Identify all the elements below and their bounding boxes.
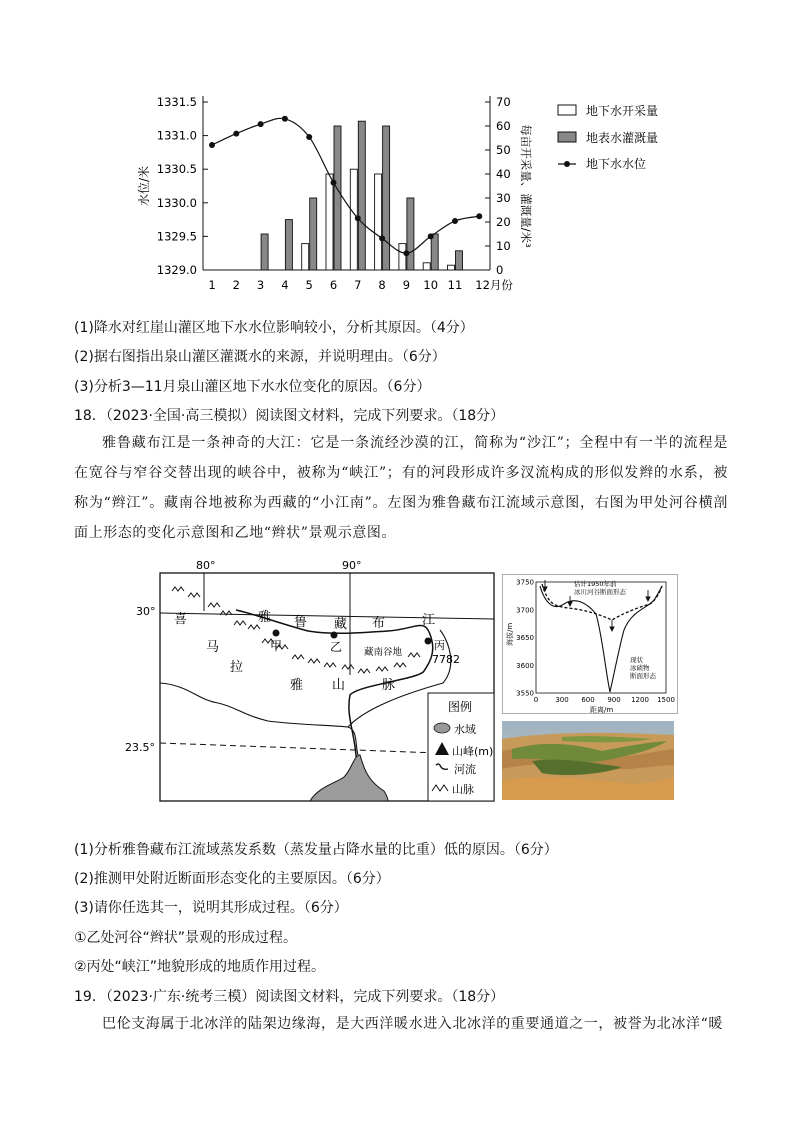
profile-y-tick-label: 3700	[516, 606, 534, 615]
lat-30-label: 30°	[136, 605, 156, 618]
x-tick-label: 6	[329, 278, 338, 292]
mountain-char-5: 山	[332, 678, 346, 693]
q18-question-1: (1)分析雅鲁藏布江流域蒸发系数（蒸发量占降水量的比重）低的原因。（6分）	[74, 842, 558, 858]
y-left-tick-label: 1329.0	[156, 263, 197, 277]
x-tick-label: 3	[256, 278, 265, 292]
bar-surface-irrigation	[285, 220, 292, 270]
note-1950-line1: 估计1950年前	[574, 580, 617, 588]
groundwater-level-point	[379, 235, 385, 241]
y-right-axis-label: 每亩开采量、灌溉量/米³	[519, 124, 533, 248]
legend-title: 图例	[448, 700, 473, 714]
question-top-2: (2)据右图指出泉山灌区灌溉水的来源，并说明理由。（6分）	[74, 349, 446, 365]
legend-river: 河流	[454, 763, 476, 776]
profile-x-tick-label: 600	[581, 696, 595, 704]
mountain-char-2: 马	[206, 640, 220, 655]
x-tick-label: 8	[378, 278, 386, 292]
groundwater-level-point	[233, 131, 239, 137]
point-bing	[425, 638, 432, 645]
note-now-line1: 现状	[630, 656, 643, 664]
profile-x-tick-label: 300	[555, 696, 569, 704]
profile-x-tick-label: 900	[607, 696, 621, 704]
chart-bars	[261, 121, 462, 270]
bar-groundwater-extraction	[326, 174, 333, 270]
bar-groundwater-extraction	[423, 263, 430, 270]
y-left-tick-label: 1330.5	[156, 162, 197, 177]
legend-mountain: 山脉	[452, 783, 474, 796]
y-right-tick-label: 60	[496, 119, 511, 133]
q18-option-2: ②丙处“峡江”地貌形成的地质作用过程。	[74, 959, 326, 975]
point-yi	[331, 632, 338, 639]
groundwater-level-point	[331, 180, 337, 186]
river-char-2: 鲁	[294, 615, 308, 630]
q18-question-2: (2)推测甲处附近断面形态变化的主要原因。（6分）	[74, 871, 390, 887]
y-right-tick-label: 10	[496, 239, 511, 253]
lon-80-label: 80°	[196, 559, 216, 572]
note-1950-line2: 冰川河谷断面形态	[574, 588, 626, 596]
point-jia	[273, 630, 280, 637]
valley-profile-chart	[502, 574, 678, 714]
profile-x-label: 距离/m	[590, 706, 614, 714]
profile-y-label: 海拔/m	[506, 622, 514, 646]
profile-x-tick-label: 1200	[631, 696, 649, 704]
braided-river-photo	[502, 721, 674, 800]
y-left-axis-label: 水位/米	[137, 165, 151, 207]
mountain-char-1: 喜	[174, 612, 188, 627]
bar-groundwater-extraction	[302, 244, 309, 270]
profile-y-tick-label: 3750	[516, 578, 534, 587]
legend-peak: 山峰(m)	[452, 745, 494, 758]
groundwater-level-line	[212, 118, 479, 253]
note-now-line3: 断面形态	[630, 672, 656, 680]
y-right-tick-label: 50	[496, 143, 511, 157]
groundwater-level-point	[209, 142, 215, 148]
bar-groundwater-extraction	[399, 244, 406, 270]
bar-surface-irrigation	[358, 121, 365, 270]
mountain-char-6: 脉	[382, 678, 396, 693]
yarlung-tsangpo-map	[125, 555, 498, 805]
bar-surface-irrigation	[383, 126, 390, 270]
groundwater-level-point	[452, 218, 458, 224]
river-char-3: 藏	[334, 617, 348, 632]
label-bing: 丙	[434, 639, 445, 652]
bar-surface-irrigation	[407, 198, 414, 270]
q19-paragraph: 巴伦支海属于北冰洋的陆架边缘海，是大西洋暖水进入北冰洋的重要通道之一，被誉为北冰洋“暖	[102, 1016, 723, 1032]
y-right-tick-label: 20	[496, 215, 511, 229]
profile-x-tick-label: 0	[533, 696, 539, 704]
y-left-tick-label: 1330.0	[156, 195, 197, 210]
question-top-1: (1)降水对红崖山灌区地下水水位影响较小，分析其原因。（4分）	[74, 320, 474, 336]
legend-level-point	[564, 161, 570, 167]
groundwater-level-point	[428, 233, 434, 239]
bar-surface-irrigation	[456, 251, 463, 270]
map-legend	[428, 693, 494, 801]
legend-extraction-label: 地下水开采量	[586, 104, 659, 118]
x-tick-label: 2	[232, 278, 240, 292]
x-tick-label: 5	[305, 278, 313, 292]
groundwater-level-point	[403, 250, 409, 256]
legend-water: 水域	[454, 723, 476, 736]
groundwater-level-point	[355, 215, 361, 221]
question-top-3: (3)分析3—11月泉山灌区地下水水位变化的原因。（6分）	[74, 379, 431, 395]
mountain-char-3: 拉	[230, 660, 244, 675]
y-left-tick-label: 1331.5	[156, 95, 197, 109]
y-right-tick-label: 40	[496, 167, 511, 181]
q18-paragraph: 雅鲁藏布江是一条神奇的大江：它是一条流经沙漠的江，简称为“沙江”；全程中有一半的流程是在宽谷与窄谷交替出现的峡谷中，被称为“峡江”；有的河段形成许多汊流构成的形似发辫的水系，被称为“辫江”。藏南谷地被称为西藏的“小江南”。左图为雅鲁藏布江流域示意图，右图为甲处河谷横剖面上形态的变化示意图和乙地“辫状”景观示意图。	[74, 435, 728, 541]
label-zangnan-valley: 藏南谷地	[364, 647, 403, 658]
bar-surface-irrigation	[261, 234, 268, 270]
mountain-char-4: 雅	[290, 678, 304, 693]
y-right-tick-label: 70	[496, 95, 511, 109]
x-tick-label: 4	[281, 278, 289, 292]
bar-groundwater-extraction	[448, 265, 455, 270]
legend-water-icon	[434, 723, 450, 733]
y-left-tick-label: 1331.0	[156, 128, 197, 143]
bar-surface-irrigation	[431, 234, 438, 270]
label-jia: 甲	[270, 639, 283, 653]
note-now-line2: 冰碛物	[630, 664, 650, 672]
y-right-tick-label: 0	[496, 263, 504, 277]
x-tick-label: 10	[423, 278, 439, 292]
x-tick-label: 12月份	[475, 278, 513, 292]
chart-line	[209, 116, 482, 256]
lat-23-label: 23.5°	[125, 741, 155, 754]
groundwater-level-point	[282, 116, 288, 122]
profile-y-tick-label: 3650	[516, 634, 534, 642]
river-char-4: 布	[372, 616, 386, 631]
lon-90-label: 90°	[342, 559, 362, 572]
legend-irrigation-swatch	[558, 132, 576, 142]
x-tick-label: 7	[354, 278, 362, 292]
q19-header: 19．（2023·广东·统考三模）阅读图文材料，完成下列要求。（18分）	[74, 989, 505, 1005]
groundwater-level-point	[476, 213, 482, 219]
label-bing-elevation: 7782	[432, 653, 460, 666]
groundwater-level-point	[306, 134, 312, 140]
chart-legend	[558, 103, 658, 171]
y-right-tick-label: 30	[496, 191, 511, 205]
river-char-5: 江	[422, 613, 436, 628]
bar-surface-irrigation	[310, 198, 317, 270]
profile-x-tick-label: 1500	[657, 696, 675, 704]
river-char-1: 雅	[258, 610, 272, 625]
x-tick-label: 11	[447, 278, 463, 292]
bar-groundwater-extraction	[375, 174, 382, 270]
q18-option-1: ①乙处河谷“辫状”景观的形成过程。	[74, 930, 298, 946]
legend-extraction-swatch	[558, 105, 576, 115]
profile-y-tick-label: 3600	[516, 661, 534, 670]
bar-surface-irrigation	[334, 126, 341, 270]
groundwater-chart	[130, 88, 690, 298]
q18-question-3: (3)请你任选其一，说明其形成过程。（6分）	[74, 900, 348, 916]
y-left-tick-label: 1329.5	[156, 229, 197, 244]
q18-header: 18．（2023·全国·高三模拟）阅读图文材料，完成下列要求。（18分）	[74, 408, 505, 424]
legend-level-label: 地下水水位	[586, 157, 647, 171]
label-yi: 乙	[330, 640, 343, 654]
legend-irrigation-label: 地表水灌溉量	[586, 131, 659, 145]
x-tick-label: 1	[208, 278, 216, 292]
groundwater-level-point	[258, 121, 264, 127]
profile-y-tick-label: 3550	[516, 689, 534, 698]
x-tick-label: 9	[402, 278, 411, 292]
